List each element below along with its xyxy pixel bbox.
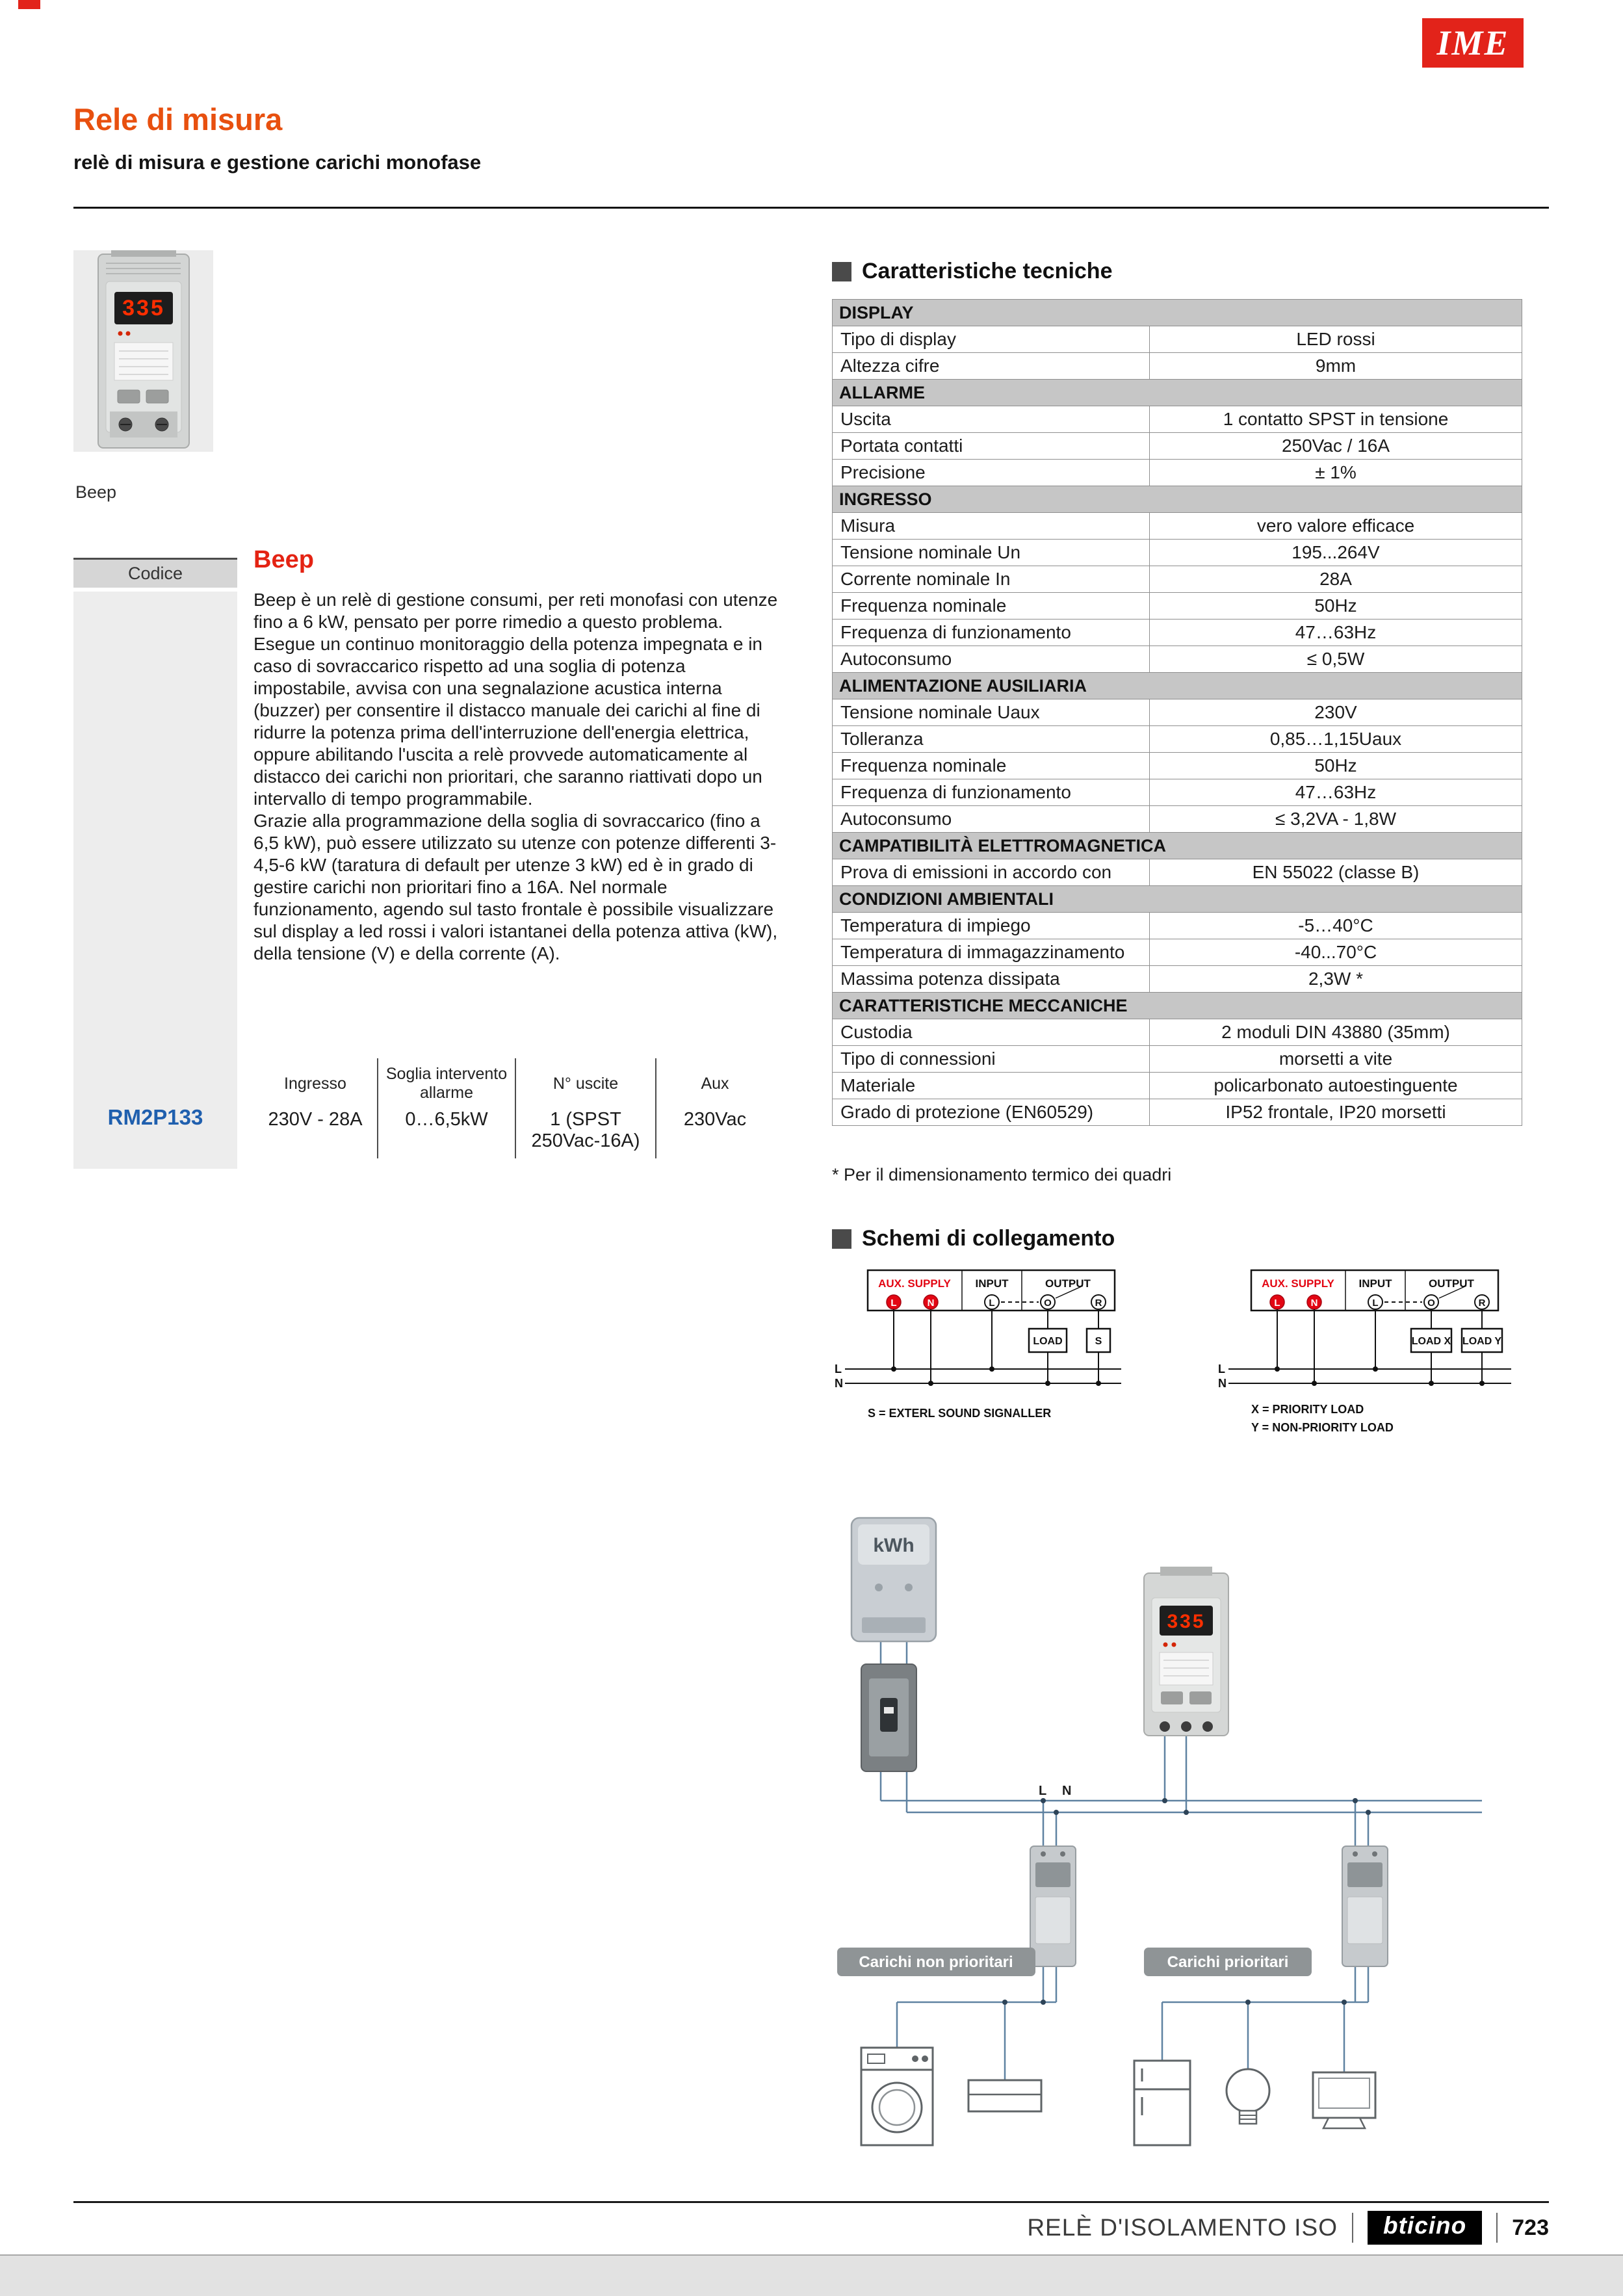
aux-supply-label: AUX. SUPPLY bbox=[1262, 1277, 1334, 1290]
terminal-o-output: O bbox=[1427, 1298, 1435, 1309]
tech-spec-label: Tensione nominale Uaux bbox=[833, 699, 1150, 726]
diagram2-caption-x: X = PRIORITY LOAD bbox=[1251, 1403, 1364, 1416]
tech-spec-label: Uscita bbox=[833, 406, 1150, 433]
tech-section-row: CARATTERISTICHE MECCANICHE bbox=[833, 993, 1522, 1019]
schemi-heading-label: Schemi di collegamento bbox=[862, 1226, 1115, 1251]
line-l-label: L bbox=[1039, 1784, 1047, 1798]
tech-spec-row bbox=[833, 620, 1522, 646]
tech-spec-row bbox=[833, 1073, 1522, 1099]
input-label: INPUT bbox=[975, 1277, 1009, 1290]
tech-spec-row bbox=[833, 460, 1522, 486]
tech-spec-row bbox=[833, 699, 1522, 726]
spec-column-value: 0…6,5kW bbox=[405, 1109, 488, 1130]
input-label: INPUT bbox=[1358, 1277, 1392, 1290]
tech-spec-row bbox=[833, 353, 1522, 380]
bottom-band bbox=[0, 2256, 1623, 2296]
tech-spec-row bbox=[833, 939, 1522, 966]
tech-spec-label: Portata contatti bbox=[833, 433, 1150, 460]
tech-spec-label: Temperatura di immagazzinamento bbox=[833, 939, 1150, 966]
spec-column bbox=[515, 1058, 655, 1158]
tech-spec-row bbox=[833, 726, 1522, 753]
bus-n-label: N bbox=[1218, 1377, 1227, 1390]
codice-panel bbox=[73, 592, 237, 1169]
footer-separator bbox=[1352, 2213, 1353, 2243]
terminal-l-input: L bbox=[989, 1298, 995, 1309]
bus-l-label: L bbox=[835, 1363, 842, 1376]
tech-spec-value: 47…63Hz bbox=[1150, 620, 1522, 646]
spec-column-value: 230Vac bbox=[683, 1109, 747, 1130]
load-y-label: LOAD Y bbox=[1462, 1336, 1502, 1347]
output-label: OUTPUT bbox=[1045, 1277, 1091, 1290]
tech-spec-row bbox=[833, 1046, 1522, 1073]
spec-column bbox=[655, 1058, 773, 1158]
tech-spec-label: Tipo di connessioni bbox=[833, 1046, 1150, 1073]
terminal-r-output: R bbox=[1478, 1298, 1486, 1309]
tech-spec-value: ± 1% bbox=[1150, 460, 1522, 486]
spec-column-header: Soglia intervento allarme bbox=[385, 1065, 508, 1102]
badge-non-priority-label: Carichi non prioritari bbox=[859, 1953, 1013, 1971]
section-bullet-icon bbox=[832, 262, 851, 281]
tech-spec-label: Frequenza di funzionamento bbox=[833, 779, 1150, 806]
wiring-diagram-priority bbox=[1218, 1270, 1511, 1434]
footer-title: RELÈ D'ISOLAMENTO ISO bbox=[1027, 2214, 1338, 2241]
tech-spec-value: LED rossi bbox=[1150, 326, 1522, 353]
ime-logo bbox=[1422, 18, 1524, 68]
tech-spec-row bbox=[833, 859, 1522, 886]
tech-spec-label: Precisione bbox=[833, 460, 1150, 486]
terminal-l-aux: L bbox=[1274, 1298, 1280, 1309]
product-photo-caption: Beep bbox=[75, 482, 117, 502]
terminal-n-aux: N bbox=[927, 1298, 935, 1309]
tech-spec-label: Prova di emissioni in accordo con bbox=[833, 859, 1150, 886]
relay-button bbox=[146, 390, 168, 403]
tech-spec-value: EN 55022 (classe B) bbox=[1150, 859, 1522, 886]
tech-spec-row bbox=[833, 753, 1522, 779]
tech-spec-value: 50Hz bbox=[1150, 753, 1522, 779]
tech-spec-row bbox=[833, 779, 1522, 806]
schemi-section-heading bbox=[832, 1226, 1115, 1251]
bus-n-label: N bbox=[835, 1377, 843, 1390]
tech-spec-label: Autoconsumo bbox=[833, 646, 1150, 673]
tech-section-row: CAMPATIBILITÀ ELETTROMAGNETICA bbox=[833, 833, 1522, 859]
hood-appliance-icon bbox=[968, 2080, 1041, 2111]
spec-column bbox=[253, 1058, 377, 1158]
page-subtitle: relè di misura e gestione carichi monofase bbox=[73, 151, 482, 174]
tech-spec-row bbox=[833, 1099, 1522, 1126]
tech-spec-label: Frequenza nominale bbox=[833, 593, 1150, 620]
sound-signaller-label: S bbox=[1095, 1336, 1102, 1347]
relay-button bbox=[118, 390, 140, 403]
relay-display-value: 335 bbox=[122, 296, 165, 320]
tech-spec-label: Temperatura di impiego bbox=[833, 913, 1150, 939]
tech-spec-value: 1 contatto SPST in tensione bbox=[1150, 406, 1522, 433]
tech-spec-value: 47…63Hz bbox=[1150, 779, 1522, 806]
tech-spec-label: Frequenza nominale bbox=[833, 753, 1150, 779]
spec-column-header: N° uscite bbox=[552, 1074, 619, 1093]
codice-label: Codice bbox=[127, 564, 183, 583]
codice-header bbox=[73, 558, 237, 588]
contactor-priority bbox=[1342, 1846, 1388, 1966]
tech-spec-label: Materiale bbox=[833, 1073, 1150, 1099]
diagram1-caption: S = EXTERL SOUND SIGNALLER bbox=[868, 1407, 1052, 1420]
contactor-non-priority bbox=[1030, 1846, 1076, 1966]
tech-spec-value: morsetti a vite bbox=[1150, 1046, 1522, 1073]
spec-column bbox=[377, 1058, 515, 1158]
tech-spec-row bbox=[833, 646, 1522, 673]
tech-spec-value: 195...264V bbox=[1150, 540, 1522, 566]
tech-spec-row bbox=[833, 593, 1522, 620]
aux-supply-label: AUX. SUPPLY bbox=[878, 1277, 951, 1290]
tech-footnote: * Per il dimensionamento termico dei quadri bbox=[832, 1165, 1172, 1184]
tech-spec-value: ≤ 0,5W bbox=[1150, 646, 1522, 673]
tech-section-row: ALLARME bbox=[833, 380, 1522, 406]
kwh-meter bbox=[851, 1518, 936, 1641]
beep-relay-unit bbox=[1144, 1567, 1228, 1736]
wiring-diagram-load bbox=[835, 1270, 1121, 1420]
tech-spec-label: Tipo di display bbox=[833, 326, 1150, 353]
spec-column-value: 230V - 28A bbox=[268, 1109, 363, 1130]
spec-column-header: Aux bbox=[701, 1074, 729, 1093]
tech-spec-value: IP52 frontale, IP20 morsetti bbox=[1150, 1099, 1522, 1126]
circuit-breaker bbox=[861, 1664, 916, 1771]
tech-table bbox=[832, 299, 1522, 1126]
washing-machine-icon bbox=[861, 2048, 933, 2145]
tech-spec-label: Tensione nominale Un bbox=[833, 540, 1150, 566]
page-title: Rele di misura bbox=[73, 102, 283, 137]
ime-logo-text: IME bbox=[1436, 23, 1509, 62]
tech-spec-label: Massima potenza dissipata bbox=[833, 966, 1150, 993]
tech-spec-row bbox=[833, 326, 1522, 353]
relay-display-value: 335 bbox=[1167, 1611, 1206, 1632]
tech-spec-row bbox=[833, 513, 1522, 540]
wiring-diagrams bbox=[832, 1266, 1522, 1461]
tech-spec-value: -40...70°C bbox=[1150, 939, 1522, 966]
tech-table-body bbox=[833, 300, 1522, 1126]
bus-l-label: L bbox=[1218, 1363, 1225, 1376]
page-number: 723 bbox=[1512, 2215, 1549, 2240]
tech-spec-value: 28A bbox=[1150, 566, 1522, 593]
tech-spec-value: 9mm bbox=[1150, 353, 1522, 380]
product-name-heading: Beep bbox=[253, 546, 314, 573]
tech-spec-label: Frequenza di funzionamento bbox=[833, 620, 1150, 646]
tech-spec-value: -5…40°C bbox=[1150, 913, 1522, 939]
tech-spec-value: 2,3W * bbox=[1150, 966, 1522, 993]
footer-divider bbox=[73, 2201, 1549, 2203]
tech-spec-label: Altezza cifre bbox=[833, 353, 1150, 380]
badge-priority-loads bbox=[1144, 1948, 1312, 1976]
bticino-logo: bticino bbox=[1368, 2211, 1482, 2245]
tech-spec-value: 250Vac / 16A bbox=[1150, 433, 1522, 460]
product-description bbox=[253, 589, 781, 965]
tech-spec-row bbox=[833, 1019, 1522, 1046]
tech-spec-row bbox=[833, 540, 1522, 566]
terminal-l-input: L bbox=[1372, 1298, 1379, 1309]
print-crop-mark bbox=[18, 0, 40, 9]
spec-mini-table bbox=[253, 1058, 773, 1158]
tech-spec-value: ≤ 3,2VA - 1,8W bbox=[1150, 806, 1522, 833]
tech-spec-row bbox=[833, 406, 1522, 433]
load-box-label: LOAD bbox=[1033, 1336, 1063, 1347]
badge-priority-label: Carichi prioritari bbox=[1167, 1953, 1289, 1971]
tech-spec-label: Custodia bbox=[833, 1019, 1150, 1046]
tech-spec-label: Misura bbox=[833, 513, 1150, 540]
line-n-label: N bbox=[1062, 1784, 1072, 1798]
diagram2-caption-y: Y = NON-PRIORITY LOAD bbox=[1251, 1421, 1394, 1434]
tv-monitor-icon bbox=[1313, 2072, 1375, 2128]
kwh-label: kWh bbox=[873, 1535, 915, 1556]
footer-separator bbox=[1496, 2213, 1498, 2243]
refrigerator-icon bbox=[1134, 2061, 1190, 2145]
load-x-label: LOAD X bbox=[1411, 1336, 1451, 1347]
application-diagram bbox=[832, 1508, 1522, 2178]
tech-spec-label: Tolleranza bbox=[833, 726, 1150, 753]
tech-heading-label: Caratteristiche tecniche bbox=[862, 259, 1113, 283]
tech-spec-row bbox=[833, 966, 1522, 993]
badge-non-priority-loads bbox=[837, 1948, 1035, 1976]
lamp-icon bbox=[1227, 2069, 1269, 2124]
description-paragraph: Grazie alla programmazione della soglia di sovraccarico (fino a 6,5 kW), può essere utilizzato su utenze con potenze differenti 3-4,5-6 kW (taratura di default per utenze 3 kW) ed è in grado di gestire carichi non prioritari fino a 16A. Nel normale funzionamento, agendo sul tasto frontale è possibile visualizzare sul display a led rossi i valori istantanei della potenza attiva (kW), della tensione (V) e della corrente (A). bbox=[253, 811, 778, 963]
terminal-r-output: R bbox=[1095, 1298, 1102, 1309]
tech-spec-row bbox=[833, 566, 1522, 593]
tech-spec-label: Grado di protezione (EN60529) bbox=[833, 1099, 1150, 1126]
tech-spec-value: 2 moduli DIN 43880 (35mm) bbox=[1150, 1019, 1522, 1046]
tech-spec-label: Corrente nominale In bbox=[833, 566, 1150, 593]
tech-section-heading bbox=[832, 259, 1113, 284]
section-bullet-icon bbox=[832, 1229, 851, 1249]
tech-spec-value: policarbonato autoestinguente bbox=[1150, 1073, 1522, 1099]
footer bbox=[73, 2209, 1549, 2247]
tech-spec-value: 50Hz bbox=[1150, 593, 1522, 620]
terminal-o-output: O bbox=[1044, 1298, 1052, 1309]
terminal-l-aux: L bbox=[890, 1298, 897, 1309]
description-paragraph: Beep è un relè di gestione consumi, per reti monofasi con utenze fino a 6 kW, pensato per porre rimedio a questo problema. Esegue un continuo monitoraggio della potenza impegnata e in caso di sovraccarico rispetto ad una soglia di potenza impostabile, avvisa con una segnalazione acustica interna (buzzer) per consentire il distacco manuale dei carichi al fine di ridurre la potenza prima dell'interruzione dell'energia elettrica, oppure abilitando l'uscita a relè provvede automaticamente al distacco dei carichi non prioritari, che saranno riattivati dopo un intervallo di tempo programmabile. bbox=[253, 590, 778, 809]
product-code: RM2P133 bbox=[107, 1105, 203, 1129]
output-label: OUTPUT bbox=[1429, 1277, 1474, 1290]
product-photo bbox=[73, 250, 213, 452]
spec-column-header: Ingresso bbox=[284, 1074, 346, 1093]
header-divider bbox=[73, 207, 1549, 209]
tech-section-row: DISPLAY bbox=[833, 300, 1522, 326]
tech-spec-value: 230V bbox=[1150, 699, 1522, 726]
tech-section-row: INGRESSO bbox=[833, 486, 1522, 513]
tech-spec-label: Autoconsumo bbox=[833, 806, 1150, 833]
tech-spec-row bbox=[833, 806, 1522, 833]
terminal-n-aux: N bbox=[1310, 1298, 1318, 1309]
spec-column-value: 1 (SPST 250Vac-16A) bbox=[531, 1109, 640, 1151]
relay-photo-illustration bbox=[73, 250, 213, 452]
tech-section-row: ALIMENTAZIONE AUSILIARIA bbox=[833, 673, 1522, 699]
tech-spec-row bbox=[833, 913, 1522, 939]
tech-section-row: CONDIZIONI AMBIENTALI bbox=[833, 886, 1522, 913]
tech-spec-value: vero valore efficace bbox=[1150, 513, 1522, 540]
tech-spec-row bbox=[833, 433, 1522, 460]
tech-spec-value: 0,85…1,15Uaux bbox=[1150, 726, 1522, 753]
